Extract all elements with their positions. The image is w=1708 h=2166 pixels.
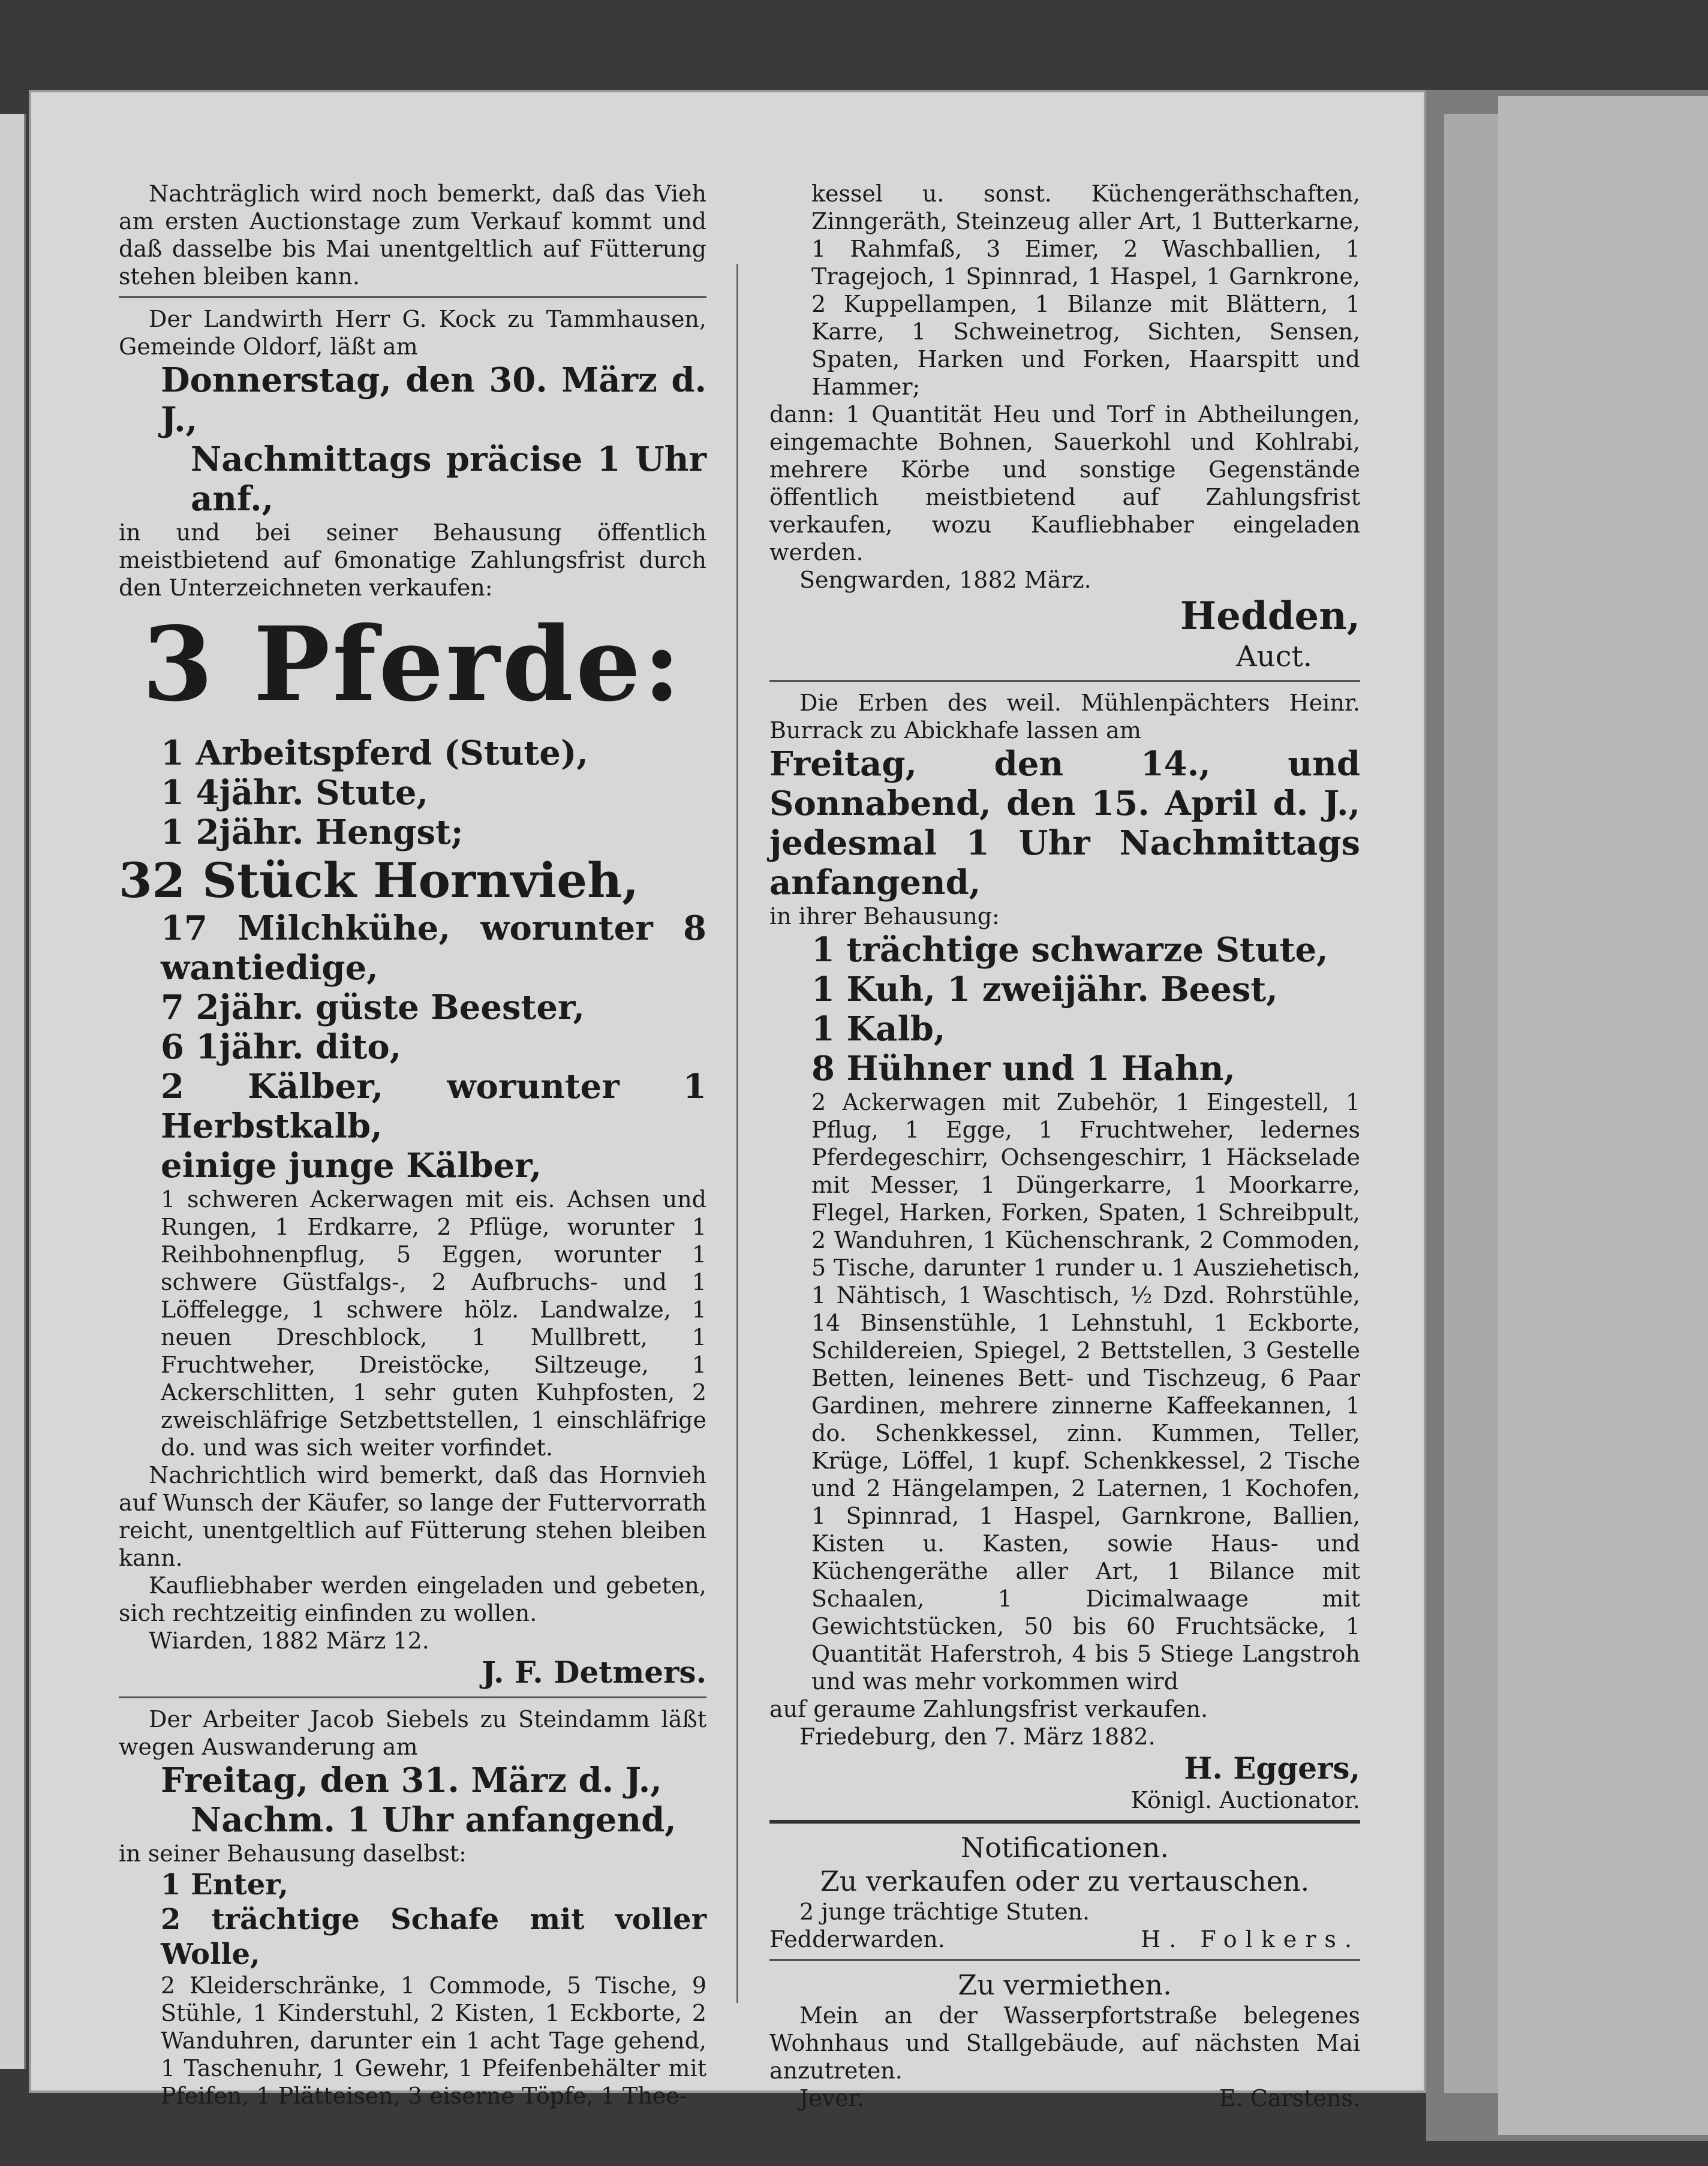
ad-text: in und bei seiner Behausung öffentlich meistbietend auf 6monatige Zahlungsfrist durch den Unterzeichneten verkaufen:: [119, 519, 706, 601]
ad-time: Nachm. 1 Uhr anfangend,: [191, 1800, 676, 1840]
sale-terms: auf geraume Zahlungsfrist verkaufen.: [769, 1696, 1208, 1722]
ad-date: Freitag, den 14., und Sonnabend, den 15. April d. J., jedesmal 1 Uhr Nachmittags anfangend,: [769, 744, 1360, 902]
ad-date: Donnerstag, den 30. März d. J.,: [161, 360, 706, 440]
note-paragraph: Nachrichtlich wird bemerkt, daß das Hornvieh auf Wunsch der Käufer, so lange der Futtervorrath reicht, unentgeltlich auf Fütterung stehen bleiben kann.: [119, 1462, 706, 1571]
cattle-item: einige junge Kälber,: [161, 1146, 542, 1186]
notice-footer: [769, 1926, 1360, 1953]
ad-intro: Der Arbeiter Jacob Siebels zu Steindamm läßt wegen Auswanderung am: [119, 1706, 706, 1760]
notice-title: Zu vermiethen.: [958, 1969, 1172, 2001]
notice-footer: [769, 2084, 1360, 2112]
notice-title: Zu verkaufen oder zu vertauschen.: [820, 1865, 1310, 1897]
separator-rule: [769, 1959, 1360, 1961]
signature: Hedden,: [1180, 594, 1360, 639]
notice-place: Fedderwarden.: [769, 1926, 945, 1953]
separator-rule: [119, 1696, 706, 1698]
signature-title: Königl. Auctionator.: [1130, 1787, 1360, 1813]
goods-list: 2 Kleiderschränke, 1 Commode, 5 Tische, 9 Stühle, 1 Kinderstuhl, 2 Kisten, 1 Eckborte, 2 Wanduhren, darunter ein 1 acht Tage gehend, 1 Taschenuhr, 1 Gewehr, 1 Pfeifenbehälter mit Pfeifen, 1 Plätteisen, 3 eiserne Töpfe, 1 Thee-: [161, 1972, 706, 2109]
place-date: Sengwarden, 1882 März.: [799, 567, 1091, 593]
notice-text: Mein an der Wasserpfortstraße belegenes Wohnhaus und Stallgebäude, auf nächsten Mai anzutreten.: [769, 2002, 1360, 2084]
ad-item: 8 Hühner und 1 Hahn,: [811, 1049, 1235, 1088]
invite-paragraph: Kaufliebhaber werden eingeladen und gebeten, sich rechtzeitig einfinden zu wollen.: [119, 1572, 706, 1626]
notice-text: 2 junge trächtige Stuten.: [799, 1899, 1090, 1925]
notice-place: Jever.: [799, 2085, 864, 2111]
ad-item: 1 Kalb,: [811, 1009, 946, 1049]
ad-intro: Der Landwirth Herr G. Kock zu Tammhausen, Gemeinde Oldorf, läßt am: [119, 306, 706, 360]
ad-item: 1 Enter,: [161, 1868, 288, 1902]
goods-list-continued: dann: 1 Quantität Heu und Torf in Abtheilungen, eingemachte Bohnen, Sauerkohl und Kohlrabi, mehrere Körbe und sonstige Gegenstände öffentlich meistbietend auf Zahlungsfrist verkaufen, wozu Kaufliebhaber eingeladen werden.: [769, 401, 1360, 565]
goods-list-continued: kessel u. sonst. Küchengeräthschaften, Zinngeräth, Steinzeug aller Art, 1 Butterkarne, 1 Rahmfaß, 3 Eimer, 2 Waschballien, 1 Tragejoch, 1 Spinnrad, 1 Haspel, 1 Garnkrone, 2 Kuppellampen, 1 Bilanze mit Blättern, 1 Karre, 1 Schweinetrog, Sichten, Sensen, Spaten, Harken und Forken, Haarspitt und Hammer;: [811, 180, 1360, 400]
previous-page-edge: [0, 114, 26, 2069]
cattle-item: 7 2jähr. güste Beester,: [161, 988, 585, 1027]
cattle-title: 32 Stück Hornvieh,: [119, 852, 639, 908]
cattle-item: 2 Kälber, worunter 1 Herbstkalb,: [161, 1067, 706, 1146]
column-divider: [736, 264, 738, 2003]
ad-item: 1 Kuh, 1 zweijähr. Beest,: [811, 970, 1278, 1009]
notice-signature: H. Folkers.: [1141, 1926, 1360, 1953]
newspaper-page: [29, 90, 1426, 2111]
notice-signature: E. Carstens.: [1219, 2085, 1360, 2111]
ad-place: in seiner Behausung daselbst:: [119, 1840, 467, 1867]
cattle-item: 17 Milchkühe, worunter 8 wantiedige,: [161, 908, 706, 988]
section-title: Notificationen.: [961, 1831, 1169, 1864]
ad-time: Nachmittags präcise 1 Uhr anf.,: [191, 440, 706, 519]
ad-item: 2 trächtige Schafe mit voller Wolle,: [161, 1903, 706, 1971]
ad-intro: Die Erben des weil. Mühlenpächters Heinr. Burrack zu Abickhafe lassen am: [769, 690, 1360, 744]
separator-rule: [769, 680, 1360, 682]
signature: H. Eggers,: [1184, 1750, 1360, 1786]
right-column: [769, 180, 1360, 2112]
left-column: [119, 180, 706, 2110]
separator-rule: [769, 1820, 1360, 1824]
horse-item: 1 2jähr. Hengst;: [161, 813, 464, 852]
place-date: Wiarden, 1882 März 12.: [149, 1627, 429, 1654]
notice-paragraph: Nachträglich wird noch bemerkt, daß das Vieh am ersten Auctionstage zum Verkauf kommt und daß dasselbe bis Mai unentgeltlich auf Fütterung stehen bleiben kann.: [119, 180, 706, 290]
cattle-item: 6 1jähr. dito,: [161, 1027, 402, 1067]
goods-list: 1 schweren Ackerwagen mit eis. Achsen und Rungen, 1 Erdkarre, 2 Pflüge, worunter 1 Reihbohnenpflug, 5 Eggen, worunter 1 schwere Güstfalgs-, 2 Aufbruchs- und 1 Löffelegge, 1 schwere hölz. Landwalze, 1 neuen Dreschblock, 1 Mullbrett, 1 Fruchtweher, Dreistöcke, Siltzeuge, 1 Ackerschlitten, 1 sehr guten Kuhpfosten, 2 zweischläfrige Setzbettstellen, 1 einschläfrige do. und was sich weiter vorfindet.: [161, 1186, 706, 1461]
goods-list: 2 Ackerwagen mit Zubehör, 1 Eingestell, 1 Pflug, 1 Egge, 1 Fruchtweher, ledernes Pferdegeschirr, Ochsengeschirr, 1 Häckselade mit Messer, 1 Düngerkarre, 1 Moorkarre, Flegel, Harken, Forken, Spaten, 1 Schreibpult, 2 Wanduhren, 1 Küchenschrank, 2 Commoden, 5 Tische, darunter 1 runder u. 1 Ausziehetisch, 1 Nähtisch, 1 Waschtisch, ½ Dzd. Rohrstühle, 14 Binsenstühle, 1 Lehnstuhl, 1 Eckborte, Schildereien, Spiegel, 2 Bettstellen, 3 Gestelle Betten, leinenes Bett- und Tischzeug, 6 Paar Gardinen, mehrere zinnerne Kaffeekannen, 1 do. Schenkkessel, zinn. Kummen, Teller, Krüge, Löffel, 1 kupf. Schenkkessel, 2 Tische und 2 Hängelampen, 2 Laternen, 1 Kochofen, 1 Spinnrad, 1 Haspel, Garnkrone, Ballien, Kisten u. Kasten, sowie Haus- und Küchengeräthe aller Art, 1 Bilance mit Schaalen, 1 Dicimalwaage mit Gewichtstücken, 50 bis 60 Fruchtsäcke, 1 Quantität Haferstroh, 4 bis 5 Stiege Langstroh und was mehr vorkommen wird: [811, 1089, 1360, 1695]
book-edge: [1426, 90, 1708, 2141]
horse-item: 1 4jähr. Stute,: [161, 773, 429, 813]
horse-item: 1 Arbeitspferd (Stute),: [161, 733, 588, 773]
signature-title: Auct.: [1235, 640, 1312, 673]
horses-title: 3 Pferde:: [142, 604, 683, 724]
place-date: Friedeburg, den 7. März 1882.: [799, 1723, 1156, 1750]
signature: J. F. Detmers.: [482, 1654, 706, 1690]
ad-place: in ihrer Behausung:: [769, 903, 1000, 929]
ad-date: Freitag, den 31. März d. J.,: [161, 1761, 662, 1800]
ad-item: 1 trächtige schwarze Stute,: [811, 930, 1328, 970]
separator-rule: [119, 296, 706, 298]
